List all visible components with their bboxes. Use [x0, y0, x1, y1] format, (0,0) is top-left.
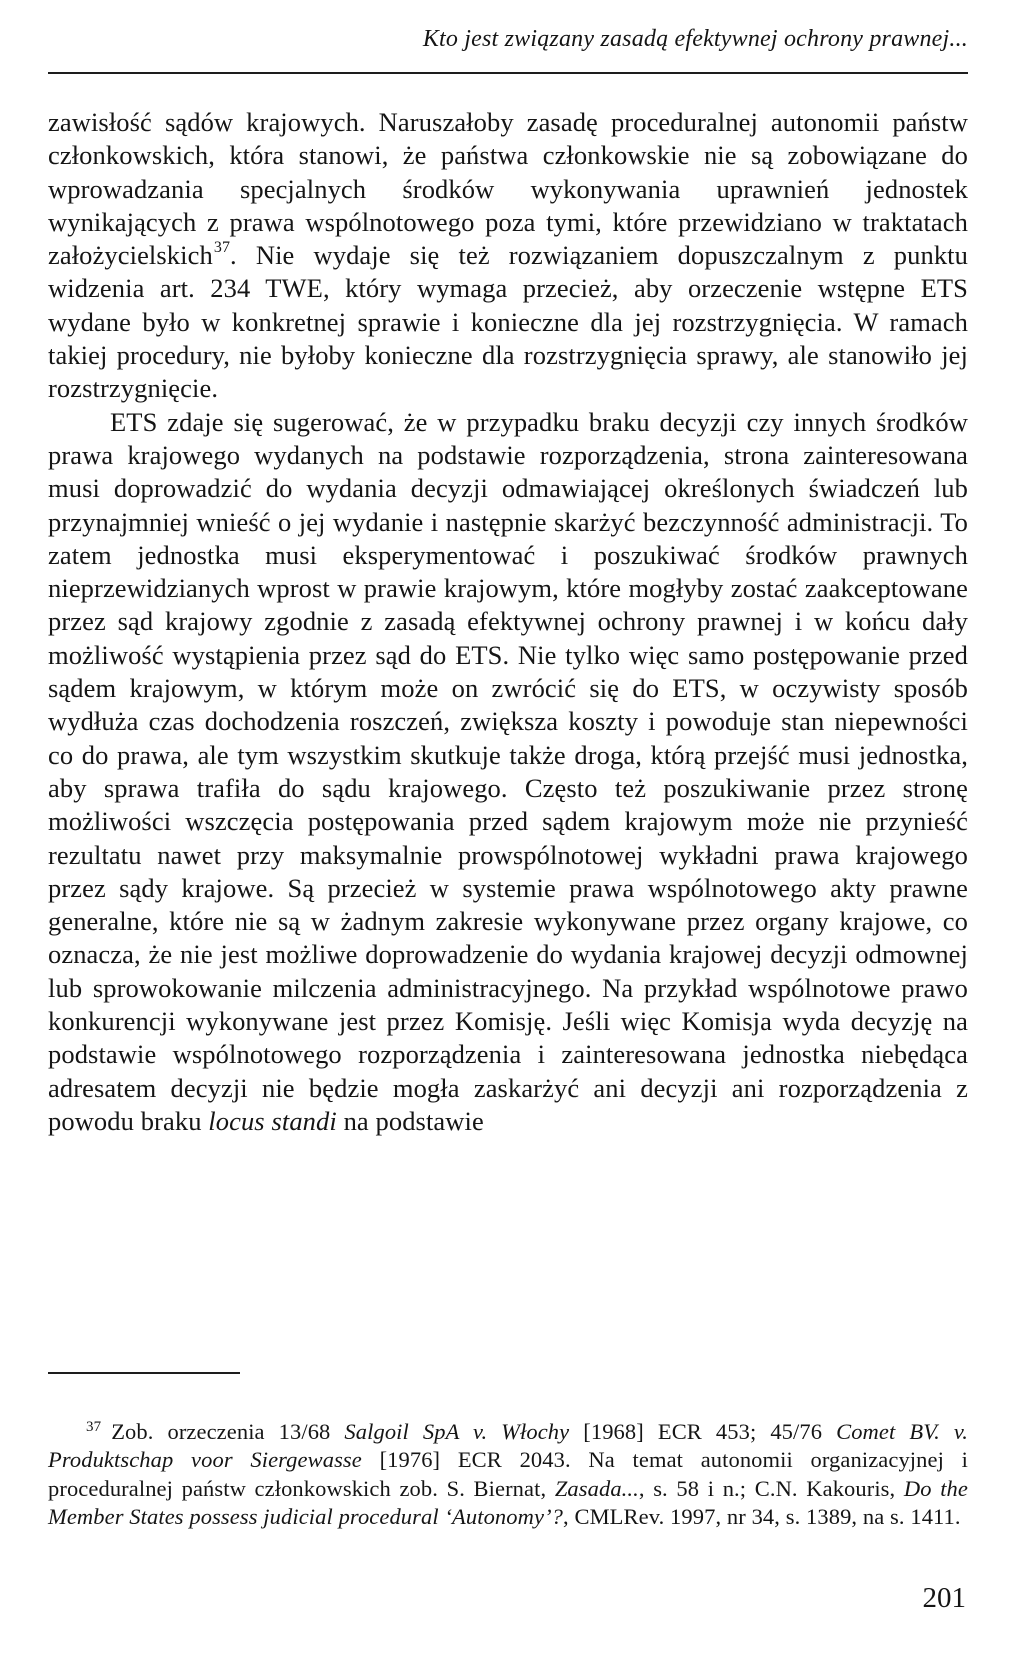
footnote-text-4: , s. 58 i n.; C.N. Kakouris,	[638, 1475, 904, 1501]
footnote-case-1: Salgoil SpA v. Włochy	[344, 1419, 570, 1444]
footnote-reference[interactable]: 37	[213, 239, 231, 257]
footnote-divider	[48, 1372, 240, 1374]
running-header: Kto jest związany zasadą efektywnej ochrony prawnej...	[422, 26, 968, 52]
footnote-text-5: , CMLRev. 1997, nr 34, s. 1389, na s. 1411.	[563, 1503, 961, 1529]
footnote-text-2: [1968] ECR 453; 45/76	[569, 1419, 837, 1444]
latin-term: locus standi	[208, 1105, 337, 1136]
paragraph-1	[48, 106, 968, 406]
page-number: 201	[922, 1582, 966, 1614]
footnote-work-1: Zasada...	[554, 1475, 639, 1501]
footnote-text-1: Zob. orzeczenia 13/68	[111, 1419, 345, 1444]
footnote-number: 37	[86, 1418, 102, 1435]
paragraph-2-text-a: ETS zdaje się sugerować, że w przypadku braku decyzji czy innych środków prawa krajowego wydanych na podstawie rozporządzenia, strona zainteresowana musi doprowadzić do wydania decyzji odmawiającej określonych świadczeń lub przynajmniej wnieść o jej wydanie i następnie skarżyć bezczynność administracji. To zatem jednostka musi eksperymentować i poszukiwać środków prawnych nieprzewidzianych wprost w prawie krajowym, które mogłyby zostać zaakceptowane przez sąd krajowy zgodnie z zasadą efektywnej ochrony prawnej i w końcu dały możliwość wystąpienia przez sąd do ETS. Nie tylko więc samo postępowanie przed sądem krajowym, w którym może on zwrócić się do ETS, w oczywisty sposób wydłuża czas dochodzenia roszczeń, zwiększa koszty i powoduje stan niepewności co do prawa, ale tym wszystkim skutkuje także droga, którą przejść musi jednostka, aby sprawa trafiła do sądu krajowego. Często też poszukiwanie przez stronę możliwości wszczęcia postępowania przed sądem krajowym może nie przynieść rezultatu nawet przy maksymalnie prowspólnotowej wykładni prawa krajowego przez sądy krajowe. Są przecież w systemie prawa wspólnotowego akty prawne generalne, które nie są w żadnym zakresie wykonywane przez organy krajowe, co oznacza, że nie jest możliwe doprowadzenie do wydania krajowej decyzji odmownej lub sprowokowanie milczenia administracyjnego. Na przykład wspólnotowe prawo konkurencji wykonywane jest przez Komisję. Jeśli więc Komisja wyda decyzję na podstawie wspólnotowego rozporządzenia i zainteresowana jednostka niebędąca adresatem decyzji nie będzie mogła zaskarżyć ani decyzji ani rozporządzenia z powodu braku	[48, 406, 968, 1136]
footnote-case-2: Comet BV. v. Produktschap voor Siergewasse	[48, 1419, 969, 1473]
paragraph-2	[48, 406, 968, 1139]
paragraph-1-text-a: zawisłość sądów krajowych. Naruszałoby zasadę proceduralnej autonomii państw członkowskich, która stanowi, że państwa członkowskie nie są zobowiązane do wprowadzania specjalnych środków wykonywania uprawnień jednostek wynikających z prawa wspólnotowego poza tymi, które przewidziano w traktatach założycielskich	[48, 107, 968, 271]
paragraph-2-text-b: na podstawie	[336, 1105, 484, 1136]
footnote-work-2: Do the Member States possess judicial procedural ‘Autonomy’?	[48, 1475, 968, 1529]
footnote-text-3: [1976] ECR 2043. Na temat autonomii organizacyjnej i proceduralnej państw członkowskich zob. S. Biernat,	[48, 1447, 968, 1501]
main-text	[48, 106, 968, 1138]
footnote-37	[48, 1418, 968, 1531]
paragraph-1-text-b: . Nie wydaje się też rozwiązaniem dopuszczalnym z punktu widzenia art. 234 TWE, który wymaga przecież, aby orzeczenie wstępne ETS wydane było w konkretnej sprawie i konieczne dla jej rozstrzygnięcia. W ramach takiej procedury, nie byłoby konieczne dla rozstrzygnięcia sprawy, ale stanowiło jej rozstrzygnięcie.	[48, 240, 968, 404]
header-divider	[48, 72, 968, 74]
